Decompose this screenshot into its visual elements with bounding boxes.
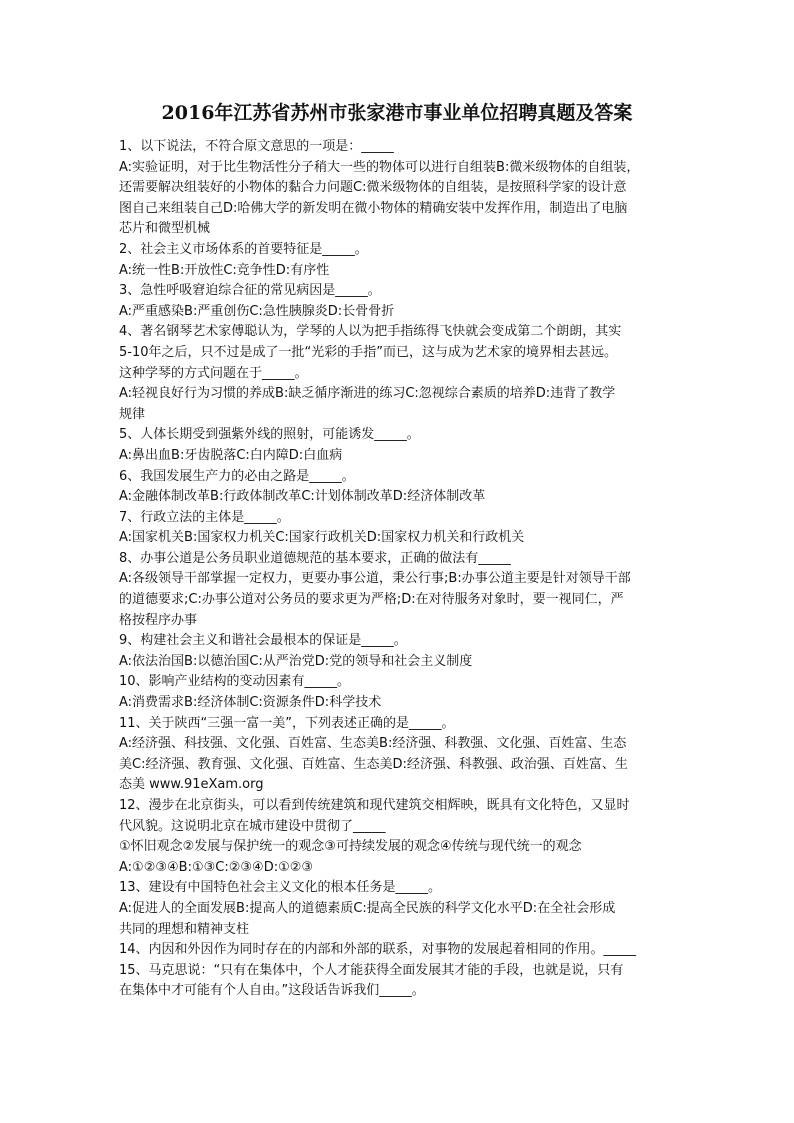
text-line: 这种学琴的方式问题在于_____。	[119, 365, 308, 381]
text-line: 14、内因和外因作为同时存在的内部和外部的联系，对事物的发展起着相同的作用。_____	[119, 942, 637, 958]
text-line: 9、构建社会主义和谐社会最根本的保证是_____。	[119, 633, 407, 649]
text-line: 代风貌。这说明北京在城市建设中贯彻了_____	[119, 818, 386, 834]
text-line: ①怀旧观念②发展与保护统一的观念③可持续发展的观念④传统与现代统一的观念	[119, 839, 582, 855]
text-line: 1、以下说法，不符合原文意思的一项是：_____	[119, 139, 394, 154]
text-line: 在集体中才可能有个人自由。”这段话告诉我们_____。	[119, 983, 425, 999]
question-list	[119, 137, 679, 1002]
text-line: 10、影响产业结构的变动因素有_____。	[119, 674, 351, 690]
text-line: 态美 www.91eXam.org	[119, 777, 264, 793]
text-line: 的道德要求;C:办事公道对公务员的要求更为严格;D:在对待服务对象时，要一视同仁，严	[119, 592, 624, 608]
text-line: A:严重感染B:严重创伤C:急性胰腺炎D:长骨骨折	[119, 303, 395, 319]
text-line: 共同的理想和精神支柱	[119, 921, 250, 937]
text-line: 2、社会主义市场体系的首要特征是_____。	[119, 241, 368, 257]
text-line: A:消费需求B:经济体制C:资源条件D:科学技术	[119, 695, 382, 711]
text-line: 13、建设有中国特色社会主义文化的根本任务是_____。	[119, 880, 442, 896]
text-line: A:轻视良好行为习惯的养成B:缺乏循序渐进的练习C:忽视综合素质的培养D:违背了教学	[119, 386, 616, 402]
text-line: A:金融体制改革B:行政体制改革C:计划体制改革D:经济体制改革	[119, 489, 486, 505]
text-line: 图自己来组装自己D:哈佛大学的新发明在微小物体的精确安装中发挥作用，制造出了电脑	[119, 200, 628, 216]
text-line: 11、关于陕西“三强一富一美”，下列表述正确的是_____。	[119, 715, 455, 731]
text-line: 6、我国发展生产力的必由之路是_____。	[119, 468, 355, 484]
text-line: 15、马克思说：“只有在集体中，个人才能获得全面发展其才能的手段，也就是说，只有	[119, 962, 624, 978]
text-line: A:促进人的全面发展B:提高人的道德素质C:提高全民族的科学文化水平D:在全社会形成	[119, 900, 616, 916]
text-line: 3、急性呼吸窘迫综合征的常见病因是_____。	[119, 283, 381, 299]
text-line: 美C:经济强、教育强、文化强、百姓富、生态美D:经济强、科教强、政治强、百姓富、生	[119, 756, 628, 772]
text-line: 芯片和微型机械	[119, 221, 211, 237]
document-title: 2016年江苏省苏州市张家港市事业单位招聘真题及答案	[161, 102, 633, 124]
text-line: 4、著名钢琴艺术家傅聪认为，学琴的人以为把手指练得飞快就会变成第二个朗朗，其实	[119, 324, 622, 340]
text-line: 格按程序办事	[119, 612, 198, 628]
text-line: A:实验证明，对于比生物活性分子稍大一些的物体可以进行自组装B:微米级物体的自组装，	[119, 159, 640, 175]
text-line: 5、人体长期受到强紫外线的照射，可能诱发_____。	[119, 427, 420, 443]
text-line: A:依法治国B:以德治国C:从严治党D:党的领导和社会主义制度	[119, 653, 473, 669]
text-line: A:经济强、科技强、文化强、百姓富、生态美B:经济强、科教强、文化强、百姓富、生态	[119, 736, 627, 752]
text-line: A:统一性B:开放性C:竞争性D:有序性	[119, 262, 330, 278]
text-line: 还需要解决组装好的小物体的黏合力问题C:微米级物体的自组装，是按照科学家的设计意	[119, 180, 627, 196]
text-line: 5-10年之后，只不过是成了一批“光彩的手指”而已，这与成为艺术家的境界相去甚远。	[119, 344, 617, 360]
text-line: A:国家机关B:国家权力机关C:国家行政机关D:国家权力机关和行政机关	[119, 530, 525, 546]
text-line: 规律	[119, 406, 146, 422]
text-line: A:鼻出血B:牙齿脱落C:白内障D:白血病	[119, 447, 343, 463]
text-line: 12、漫步在北京街头，可以看到传统建筑和现代建筑交相辉映，既具有文化特色，又显时	[119, 798, 630, 813]
text-line: A:各级领导干部掌握一定权力，更要办事公道，秉公行事;B:办事公道主要是针对领导干部	[119, 571, 631, 587]
text-line: 8、办事公道是公务员职业道德规范的基本要求，正确的做法有_____	[119, 550, 511, 566]
text-line: A:①②③④B:①③C:②③④D:①②③	[119, 859, 314, 875]
text-line: 7、行政立法的主体是_____。	[119, 509, 290, 525]
